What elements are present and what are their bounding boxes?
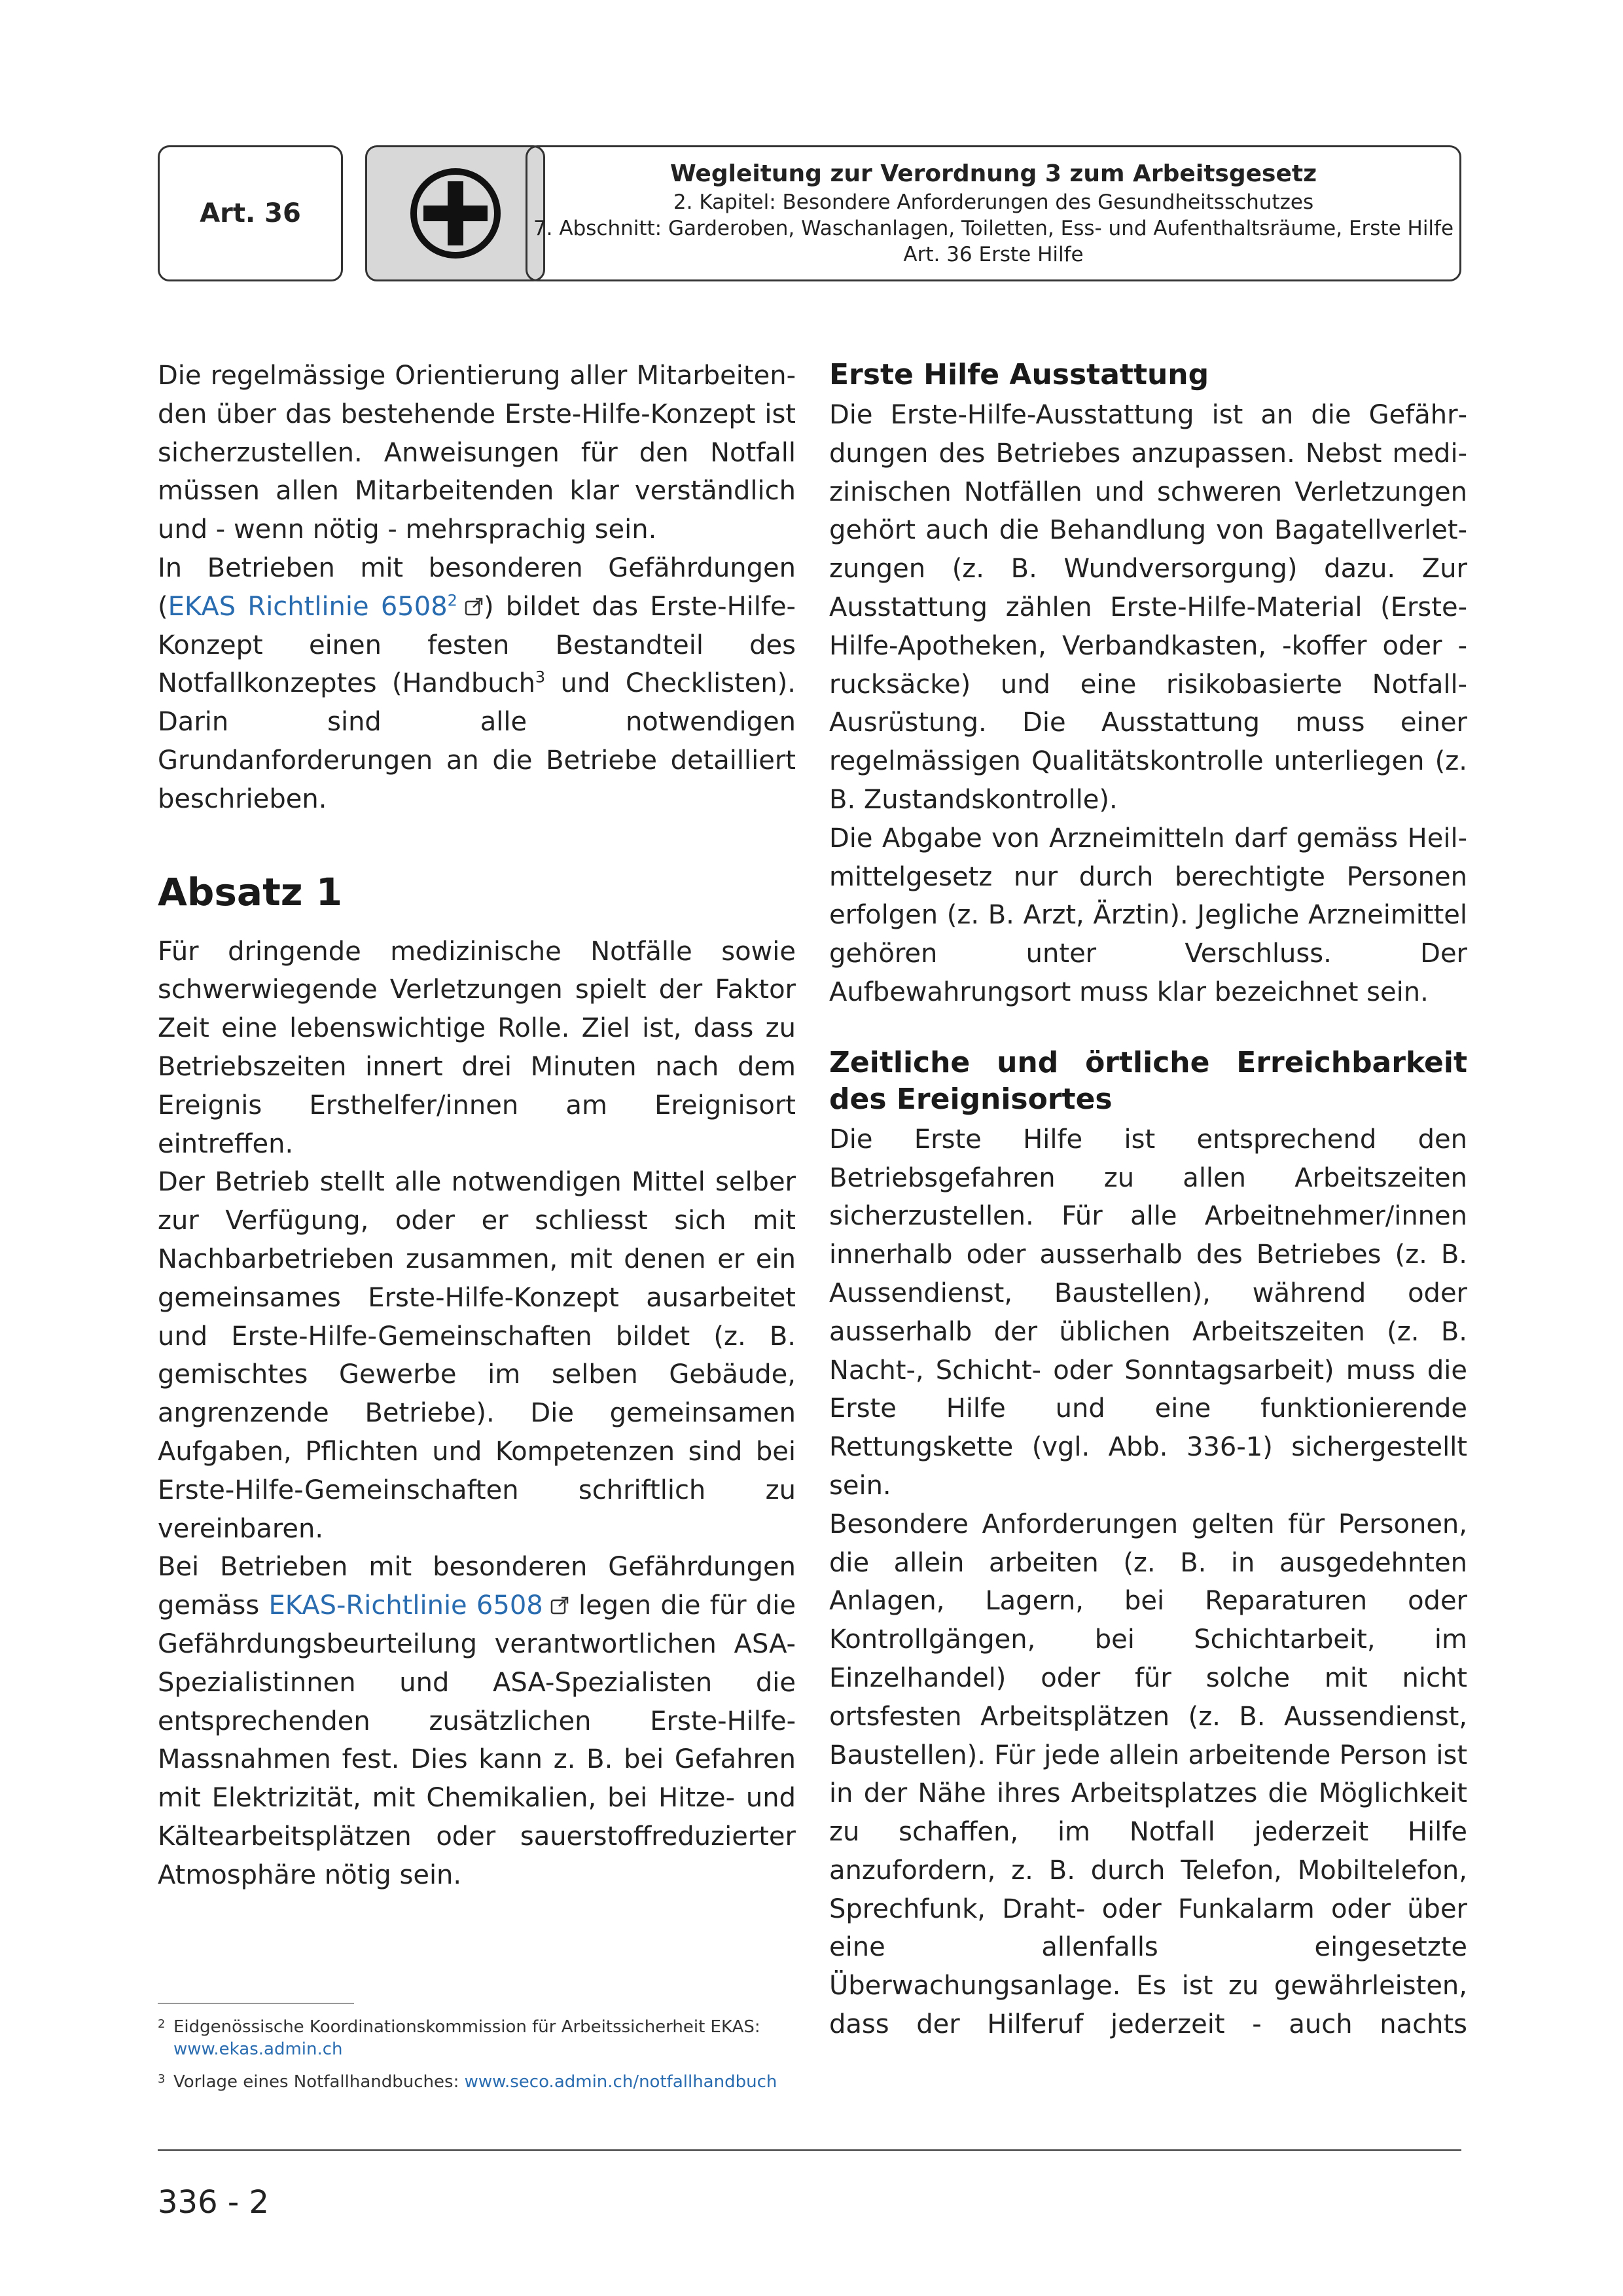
article-label: Art. 36 xyxy=(200,198,301,228)
footnote-link-ekas[interactable]: www.ekas.admin.ch xyxy=(173,2039,343,2059)
document-title: Wegleitung zur Verordnung 3 zum Arbeitsgesetz xyxy=(669,160,1317,187)
erreichbarkeit-paragraph-2: Besondere Anforderungen gelten für Personen, die allein arbeiten (z. B. in ausgedehnten Anlagen, Lagern, bei Reparaturen oder Kontrollgängen, bei Schichtarbeit, im Einzelhandel) oder für solche mit nicht ortsfesten Arbeitsplätzen (z. B. Aussendienst, Baustellen). Für jede allein arbeitende Person ist in der Nähe ihres Arbeitsplatzes die Möglichkeit zu schaffen, im Notfall jederzeit Hilfe anzufordern, z. B. durch Telefon, Mobiltelefon, Sprechfunk, Draht- oder Funkalarm oder über eine allenfalls eingesetzte Überwachungsanlage. Es ist zu gewährleisten, dass der Hilferuf jederzeit - auch nachts xyxy=(829,1509,1467,2040)
intro-text-b: ) bildet das Erste-Hilfe-Konzept einen festen Bestandteil des Notfallkonzeptes (Handbuch xyxy=(158,591,796,699)
article-box xyxy=(158,145,343,281)
section-heading: Absatz 1 xyxy=(158,869,343,914)
ekas-richtlinie-link-2[interactable] xyxy=(268,1590,569,1621)
external-link-icon[interactable] xyxy=(550,1596,569,1615)
intro-paragraph-2 xyxy=(158,549,796,819)
ekas-link-text-2[interactable]: EKAS-Richtlinie 6508 xyxy=(268,1590,543,1621)
footnote-number: 3 xyxy=(158,2072,166,2086)
footnote-ref-3: 3 xyxy=(535,668,546,687)
intro-text-c: und Checklisten). Darin sind alle notwendigen Grundanforderungen an die Betriebe detailliert beschrieben. xyxy=(158,668,796,814)
document-title-box xyxy=(526,145,1461,281)
absatz1-paragraph-3 xyxy=(158,1548,796,1894)
footnote-3 xyxy=(158,2071,1074,2093)
chapter-line: 2. Kapitel: Besondere Anforderungen des Gesundheitsschutzes xyxy=(673,190,1314,214)
intro-text-a: In Betrieben mit besonderen Gefährdungen ( xyxy=(158,552,796,622)
page-number: 336 - 2 xyxy=(158,2184,269,2221)
absatz1-text-a: Bei Betrieben mit besonderen Gefährdungen gemäss xyxy=(158,1552,796,1621)
subheading-ausstattung: Erste Hilfe Ausstattung xyxy=(829,358,1209,391)
external-link-icon[interactable] xyxy=(464,597,484,617)
footnote-text: Eidgenössische Koordinationskommission für Arbeitssicherheit EKAS: xyxy=(173,2017,760,2037)
ekas-richtlinie-link-1[interactable] xyxy=(168,592,484,622)
absatz1-text-b: legen die für die Gefährdungsbeurteilung verantwortlichen ASA-Spezialistinnen und ASA-Spezialisten die entsprechenden zusätzlichen Erste-Hilfe-Massnahmen fest. Dies kann z. B. bei Gefahren mit Elektrizität, mit Chemikalien, bei Hitze- und Kältearbeitsplätzen oder sauerstoffreduzierter Atmosphäre nötig sein. xyxy=(158,1590,796,1890)
ausstattung-paragraph-2: Die Abgabe von Arzneimitteln darf gemäss Heilmittelgesetz nur durch berechtigte Personen erfolgen (z. B. Arzt, Ärztin). Jegliche Arzneimittel gehören unter Verschluss. Der Aufbewahrungsort muss klar bezeichnet sein. xyxy=(829,823,1467,1007)
bottom-divider xyxy=(158,2149,1461,2151)
footnote-number: 2 xyxy=(158,2017,166,2031)
right-column xyxy=(829,357,1467,2044)
article-title-line: Art. 36 Erste Hilfe xyxy=(903,243,1084,266)
footnote-divider xyxy=(158,2003,354,2004)
ekas-link-text-1[interactable]: EKAS Richtlinie 6508 xyxy=(168,591,448,622)
footnote-text: Vorlage eines Notfallhandbuches: xyxy=(173,2072,465,2092)
intro-paragraph-1: Die regelmässige Orientierung aller Mitarbeitenden über das bestehende Erste-Hilfe-Konzept ist sicherzustellen. Anweisungen für den Notfall müssen allen Mitarbeitenden klar verständlich und - wenn nötig - mehrsprachig sein. xyxy=(158,361,796,545)
left-column xyxy=(158,357,796,1894)
absatz1-paragraph-2: Der Betrieb stellt alle notwendigen Mittel selber zur Verfügung, oder er schliesst sich mit Nachbarbetrieben zusammen, mit denen er ein gemeinsames Erste-Hilfe-Konzept ausarbeitet und Erste-Hilfe-Gemeinschaften bildet (z. B. gemischtes Gewerbe im selben Gebäude, angrenzende Betriebe). Die gemeinsamen Aufgaben, Pflichten und Kompetenzen sind bei Erste-Hilfe-Gemeinschaften schriftlich zu vereinbaren. xyxy=(158,1167,796,1544)
ausstattung-paragraph-1: Die Erste-Hilfe-Ausstattung ist an die Gefährdungen des Betriebes anzupassen. Nebst medizinischen Notfällen und schweren Verletzungen gehört auch die Behandlung von Bagatellverletzungen (z. B. Wundversorgung) dazu. Zur Ausstattung zählen Erste-Hilfe-Material (Erste-Hilfe-Apotheken, Verbandkasten, -koffer oder -rucksäcke) und eine risikobasierte Notfall-Ausrüstung. Die Ausstattung muss einer regelmässigen Qualitätskontrolle unterliegen (z. B. Zustandskontrolle). xyxy=(829,400,1467,815)
first-aid-cross-icon xyxy=(408,166,503,261)
footnote-ref-2: 2 xyxy=(447,591,457,610)
footnote-link-seco[interactable]: www.seco.admin.ch/notfallhandbuch xyxy=(464,2072,777,2092)
subheading-erreichbarkeit: Zeitliche und örtliche Erreichbarkeit des Ereignisortes xyxy=(829,1045,1467,1116)
footnote-2 xyxy=(158,2016,1074,2060)
section-line: 7. Abschnitt: Garderoben, Waschanlagen, Toiletten, Ess- und Aufenthaltsräume, Erste Hilfe xyxy=(533,217,1454,240)
icon-box xyxy=(365,145,545,281)
absatz1-paragraph-1: Für dringende medizinische Notfälle sowie schwerwiegende Verletzungen spielt der Faktor Zeit eine lebenswichtige Rolle. Ziel ist, dass zu Betriebszeiten innert drei Minuten nach dem Ereignis Ersthelfer/innen am Ereignisort eintreffen. xyxy=(158,936,796,1159)
erreichbarkeit-paragraph-1: Die Erste Hilfe ist entsprechend den Betriebsgefahren zu allen Arbeitszeiten sicherzustellen. Für alle Arbeitnehmer/innen innerhalb oder ausserhalb des Betriebes (z. B. Aussendienst, Baustellen), während oder ausserhalb der üblichen Arbeitszeiten (z. B. Nacht-, Schicht- oder Sonntagsarbeit) muss die Erste Hilfe und eine funktionierende Rettungskette (vgl. Abb. 336-1) sichergestellt sein. xyxy=(829,1124,1467,1501)
